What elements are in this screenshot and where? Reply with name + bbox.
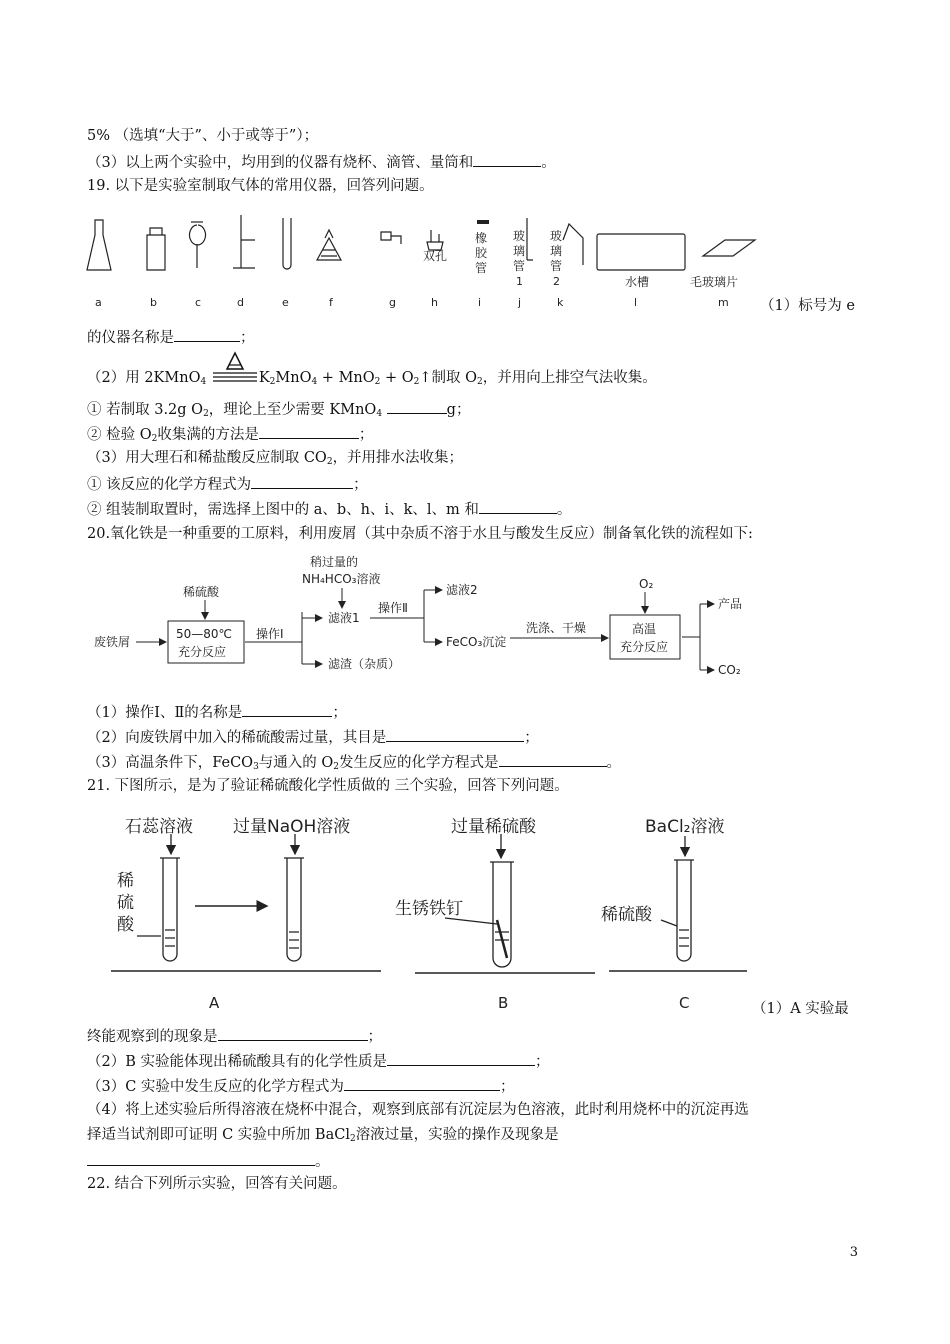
answer-blank[interactable] xyxy=(259,423,359,439)
svg-text:O₂: O₂ xyxy=(639,577,654,591)
svg-text:充分反应: 充分反应 xyxy=(178,645,227,659)
text-line: （2）向废铁屑中加入的稀硫酸需过量，其目是 ； xyxy=(87,726,539,748)
tube-b xyxy=(490,862,514,967)
svg-text:废铁屑: 废铁屑 xyxy=(94,635,131,649)
svg-text:A: A xyxy=(209,994,220,1012)
answer-blank[interactable] xyxy=(387,398,447,414)
iron-stand xyxy=(233,215,255,268)
text-line: （2）B 实验能体现出稀硫酸具有的化学性质是 ； xyxy=(87,1050,550,1072)
question-19: 19. 以下是实验室制取气体的常用仪器，回答列问题。 xyxy=(87,178,434,194)
svg-text:a: a xyxy=(95,296,102,309)
svg-text:高温: 高温 xyxy=(632,622,657,636)
svg-text:稀硫酸: 稀硫酸 xyxy=(183,585,220,599)
svg-text:过量稀硫酸: 过量稀硫酸 xyxy=(451,817,536,837)
svg-text:水槽: 水槽 xyxy=(625,275,650,289)
answer-blank[interactable] xyxy=(218,1025,368,1041)
answer-blank[interactable] xyxy=(174,326,240,342)
svg-text:50—80℃: 50—80℃ xyxy=(176,627,233,641)
svg-text:充分反应: 充分反应 xyxy=(620,640,669,654)
svg-text:稀: 稀 xyxy=(117,871,134,891)
svg-text:酸: 酸 xyxy=(117,915,134,935)
svg-text:1: 1 xyxy=(516,275,523,288)
svg-text:e: e xyxy=(282,296,289,309)
svg-text:硫: 硫 xyxy=(117,893,134,913)
svg-text:生锈铁钉: 生锈铁钉 xyxy=(395,899,463,919)
answer-blank[interactable] xyxy=(386,726,524,742)
text-line: （1）标号为 e xyxy=(760,298,855,314)
heating-equals-sign xyxy=(213,371,257,385)
question-21: 21. 下图所示，是为了验证稀硫酸化学性质做的 三个实验，回答下列问题。 xyxy=(87,778,569,794)
rusty-nail xyxy=(497,920,507,958)
svg-text:产品: 产品 xyxy=(718,597,743,611)
svg-text:玻: 玻 xyxy=(513,229,526,243)
svg-text:操作Ⅰ: 操作Ⅰ xyxy=(256,627,284,641)
process-flowchart xyxy=(90,552,770,687)
water-trough xyxy=(597,234,685,270)
stopper xyxy=(381,232,401,244)
svg-text:k: k xyxy=(557,296,564,309)
text-line: 5% （选填“大于”、小于或等于”）； xyxy=(87,128,319,144)
double-hole-stopper xyxy=(427,230,443,250)
svg-text:洗涤、干燥: 洗涤、干燥 xyxy=(526,621,587,635)
svg-text:橡: 橡 xyxy=(475,231,488,245)
svg-text:d: d xyxy=(237,296,244,309)
svg-text:m: m xyxy=(718,296,729,309)
text-line: （2）用 2KMnO$_4$ $K_2MnO_4 + MnO_2$ + $O_2↑$制取 $O_2$，并用向上排空气法收集。 xyxy=(87,368,657,388)
svg-text:滤液2: 滤液2 xyxy=(446,583,478,597)
test-tube-figure xyxy=(105,808,765,1018)
svg-text:胶: 胶 xyxy=(475,246,488,260)
text-line: ① 若制取 3.2g $O_2$，理论上至少需要 KMnO$_4$ g； xyxy=(87,398,470,420)
svg-text:璃: 璃 xyxy=(513,244,526,258)
answer-blank[interactable] xyxy=(479,498,557,514)
answer-blank[interactable] xyxy=(499,751,607,767)
text-line: ② 组装制取置时，需选择上图中的 a、b、h、i、k、l、m 和 。 xyxy=(87,498,571,520)
funnel xyxy=(190,225,206,268)
svg-text:BaCl₂溶液: BaCl₂溶液 xyxy=(645,817,725,837)
apparatus-figure xyxy=(85,210,765,315)
answer-blank[interactable] xyxy=(473,151,541,167)
text-line: 。 xyxy=(87,1150,330,1172)
svg-text:c: c xyxy=(195,296,202,309)
svg-text:B: B xyxy=(498,994,509,1012)
svg-text:b: b xyxy=(150,296,157,309)
svg-text:CO₂: CO₂ xyxy=(718,663,741,677)
question-22: 22. 结合下列所示实验，回答有关问题。 xyxy=(87,1176,347,1192)
svg-text:滤渣（杂质）: 滤渣（杂质） xyxy=(328,657,401,671)
glass-plate xyxy=(703,240,755,256)
svg-text:操作Ⅱ: 操作Ⅱ xyxy=(378,601,408,615)
svg-text:石蕊溶液: 石蕊溶液 xyxy=(125,817,193,837)
svg-text:NH₄HCO₃溶液: NH₄HCO₃溶液 xyxy=(302,572,381,586)
page-number: 3 xyxy=(849,1245,858,1260)
svg-text:璃: 璃 xyxy=(550,244,563,258)
glass-tube-2 xyxy=(563,224,583,265)
svg-text:稀硫酸: 稀硫酸 xyxy=(601,905,652,925)
svg-text:i: i xyxy=(478,296,482,309)
test-tube xyxy=(283,218,291,269)
svg-text:管: 管 xyxy=(550,259,563,273)
answer-blank[interactable] xyxy=(251,473,353,489)
text-line: ① 该反应的化学方程式为 ； xyxy=(87,473,368,495)
text-line: 的仪器名称是 ； xyxy=(87,326,255,348)
text-line: 终能观察到的现象是 ； xyxy=(87,1025,382,1047)
question-20: 20.氧化铁是一种重要的工原料，利用废屑（其中杂质不溶于水且与酸发生反应）制备氧化铁的流程如下: xyxy=(87,526,753,542)
text-line: （3）C 实验中发生反应的化学方程式为 ； xyxy=(87,1075,514,1097)
svg-text:g: g xyxy=(389,296,396,309)
svg-text:l: l xyxy=(634,296,638,309)
svg-text:j: j xyxy=(518,296,522,309)
text-line: （3）用大理石和稀盐酸反应制取 $CO_2$，并用排水法收集； xyxy=(87,450,464,467)
gas-bottle xyxy=(147,228,165,270)
text-line: （1）A 实验最 xyxy=(752,1001,849,1017)
svg-text:f: f xyxy=(329,296,333,309)
answer-blank[interactable] xyxy=(87,1150,315,1166)
svg-text:FeCO₃沉淀: FeCO₃沉淀 xyxy=(446,635,507,649)
svg-text:双孔: 双孔 xyxy=(423,249,448,263)
text-line: （4）将上述实验后所得溶液在烧杯中混合，观察到底部有沉淀层为色溶液，此时利用烧杯中的沉淀再选 xyxy=(87,1102,749,1118)
svg-text:2: 2 xyxy=(553,275,560,288)
svg-text:稍过量的: 稍过量的 xyxy=(310,555,359,569)
svg-text:玻: 玻 xyxy=(550,229,563,243)
text-line: （3）以上两个实验中，均用到的仪器有烧杯、滴管、量筒和 。 xyxy=(87,151,556,173)
svg-text:过量NaOH溶液: 过量NaOH溶液 xyxy=(233,817,351,837)
tube-a2 xyxy=(284,858,304,961)
conical-flask xyxy=(87,220,111,270)
text-line: （1）操作Ⅰ、Ⅱ的名称是 ； xyxy=(87,701,347,723)
svg-text:h: h xyxy=(431,296,438,309)
svg-text:C: C xyxy=(679,994,690,1012)
answer-blank[interactable] xyxy=(387,1050,535,1066)
answer-blank[interactable] xyxy=(242,701,332,717)
svg-text:毛玻璃片: 毛玻璃片 xyxy=(690,275,739,289)
answer-blank[interactable] xyxy=(344,1075,500,1091)
svg-text:滤液1: 滤液1 xyxy=(328,611,360,625)
svg-text:管: 管 xyxy=(513,259,526,273)
svg-text:管: 管 xyxy=(475,261,488,275)
glass-tube-1 xyxy=(527,218,533,260)
text-line: 择适当试剂即可证明 C 实验中所加 BaCl$_2$溶液过量，实验的操作及现象是 xyxy=(87,1127,559,1144)
text-line: ② 检验 $O_2$收集满的方法是 ； xyxy=(87,423,373,445)
text-line: （3）高温条件下，FeCO$_3$与通入的 $O_2$发生反应的化学方程式是 。 xyxy=(87,751,621,773)
